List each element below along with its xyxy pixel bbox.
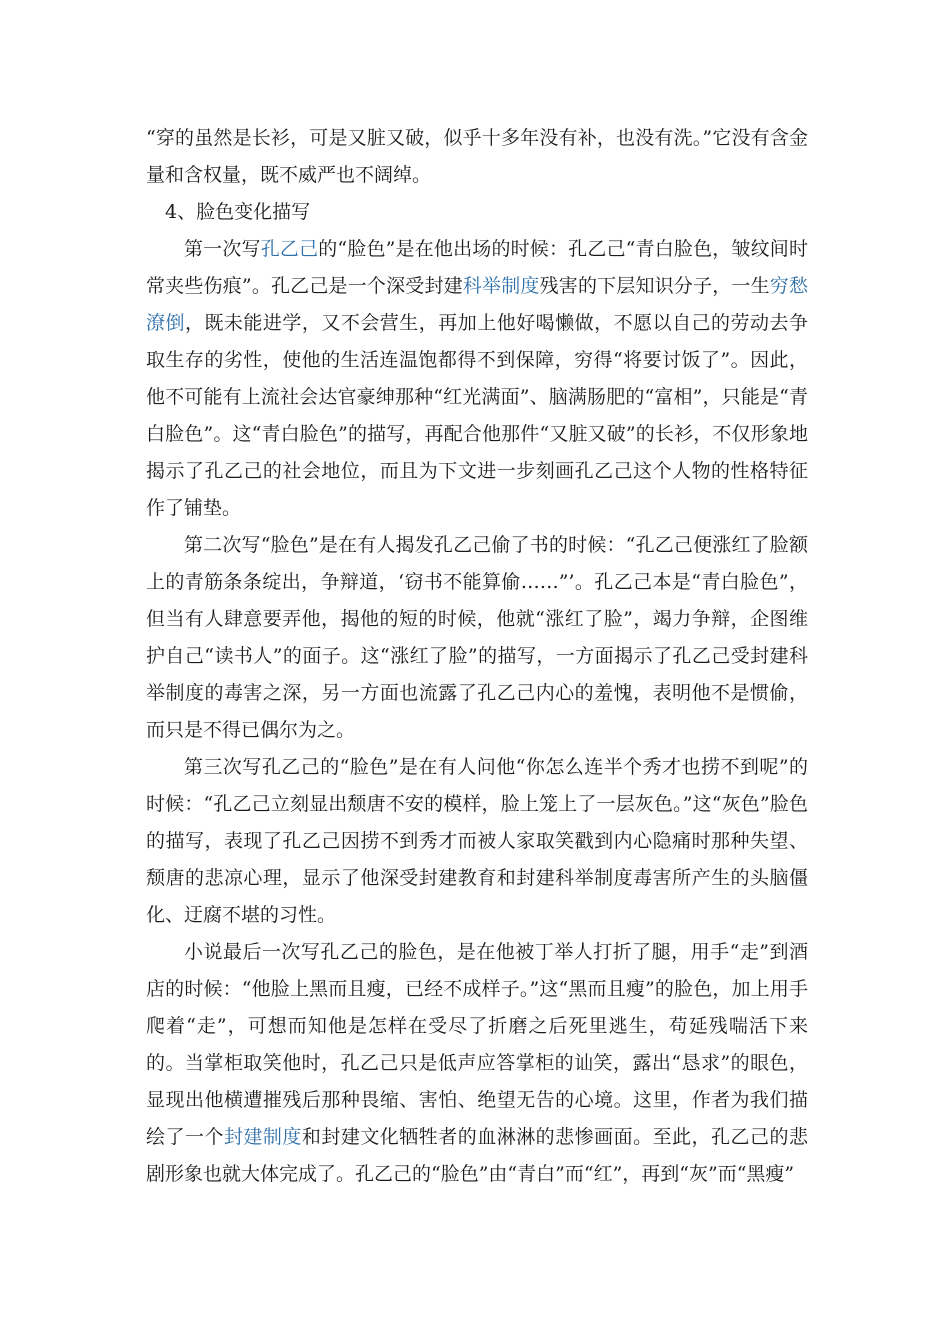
paragraph-text: ，既未能进学，又不会营生，再加上他好喝懒做，不愿以自己的劳动去争取生存的劣性，使他的生活连温饱都得不到保障，穷得“将要讨饭了”。因此，他不可能有上流社会达官豪绅那种“红光满面”、脑满肠肥的“富相”，只能是“青白脸色”。这“青白脸色”的描写，再配合他那件“又脏又破”的长衫，不仅形象地揭示了孔乙己的社会地位，而且为下文进一步刻画孔乙己这个人物的性格特征作了铺垫。 bbox=[146, 312, 808, 519]
paragraph-text: 小说最后一次写孔乙己的脸色，是在他被丁举人打折了腿，用手“走”到酒店的时候：“他脸上黑而且瘦，已经不成样子。”这“黑而且瘦”的脸色，加上用手爬着“走”，可想而知他是怎样在受尽了折磨之后死里逃生，苟延残喘活下来的。当掌柜取笑他时，孔乙己只是低声应答掌柜的讪笑，露出“恳求”的眼色，显现出他横遭摧残后那种畏缩、害怕、绝望无告的心境。这里，作者为我们描绘了一个 bbox=[146, 941, 808, 1148]
paragraph-text: 和封建文化牺牲者的血淋淋的悲惨画面。至此，孔乙己的悲剧形象也就大体完成了。孔乙己的“脸色”由“青白”而“红”，再到“灰”而“黑瘦” bbox=[146, 1126, 808, 1185]
document-page bbox=[146, 120, 808, 1193]
paragraph-last-face-color bbox=[146, 934, 808, 1193]
paragraph-third-face-color: 第三次写孔乙己的“脸色”是在有人问他“你怎么连半个秀才也捞不到呢”的时候：“孔乙己立刻显出颓唐不安的模样，脸上笼上了一层灰色。”这“灰色”脸色的描写，表现了孔乙己因捞不到秀才而被人家取笑戳到内心隐痛时那种失望、颓唐的悲凉心理，显示了他深受封建教育和封建科举制度毒害所产生的头脑僵化、迂腐不堪的习性。 bbox=[146, 756, 808, 926]
link-feudal-system[interactable]: 封建制度 bbox=[223, 1126, 302, 1148]
paragraph-text: 第一次写 bbox=[184, 238, 261, 260]
paragraph-text: 残害的下层知识分子，一生 bbox=[539, 275, 770, 297]
paragraph-first-face-color bbox=[146, 231, 808, 527]
intro-paragraph: “穿的虽然是长衫，可是又脏又破，似乎十多年没有补，也没有洗。”它没有含金量和含权量，既不威严也不阔绰。 bbox=[146, 127, 808, 186]
link-imperial-exam-system[interactable]: 科举制度 bbox=[462, 275, 540, 297]
paragraph-text: 的“脸色”是在他出场的时候：孔乙己“青白脸色，皱纹间时常夹些伤痕”。孔乙己是一个深受封建 bbox=[146, 238, 808, 297]
link-destitute[interactable]: 穷愁潦倒 bbox=[146, 275, 808, 334]
section-heading: 4、脸色变化描写 bbox=[165, 201, 311, 223]
link-kong-yiji[interactable]: 孔乙己 bbox=[260, 238, 319, 260]
paragraph-second-face-color: 第二次写“脸色”是在有人揭发孔乙己偷了书的时候：“孔乙己便涨红了脸额上的青筋条条绽出，争辩道，‘窃书不能算偷……”’。孔乙己本是“青白脸色”，但当有人肆意要弄他，揭他的短的时候，他就“涨红了脸”，竭力争辩，企图维护自己“读书人”的面子。这“涨红了脸”的描写，一方面揭示了孔乙己受封建科举制度的毒害之深，另一方面也流露了孔乙己内心的羞愧，表明他不是惯偷，而只是不得已偶尔为之。 bbox=[146, 534, 808, 741]
